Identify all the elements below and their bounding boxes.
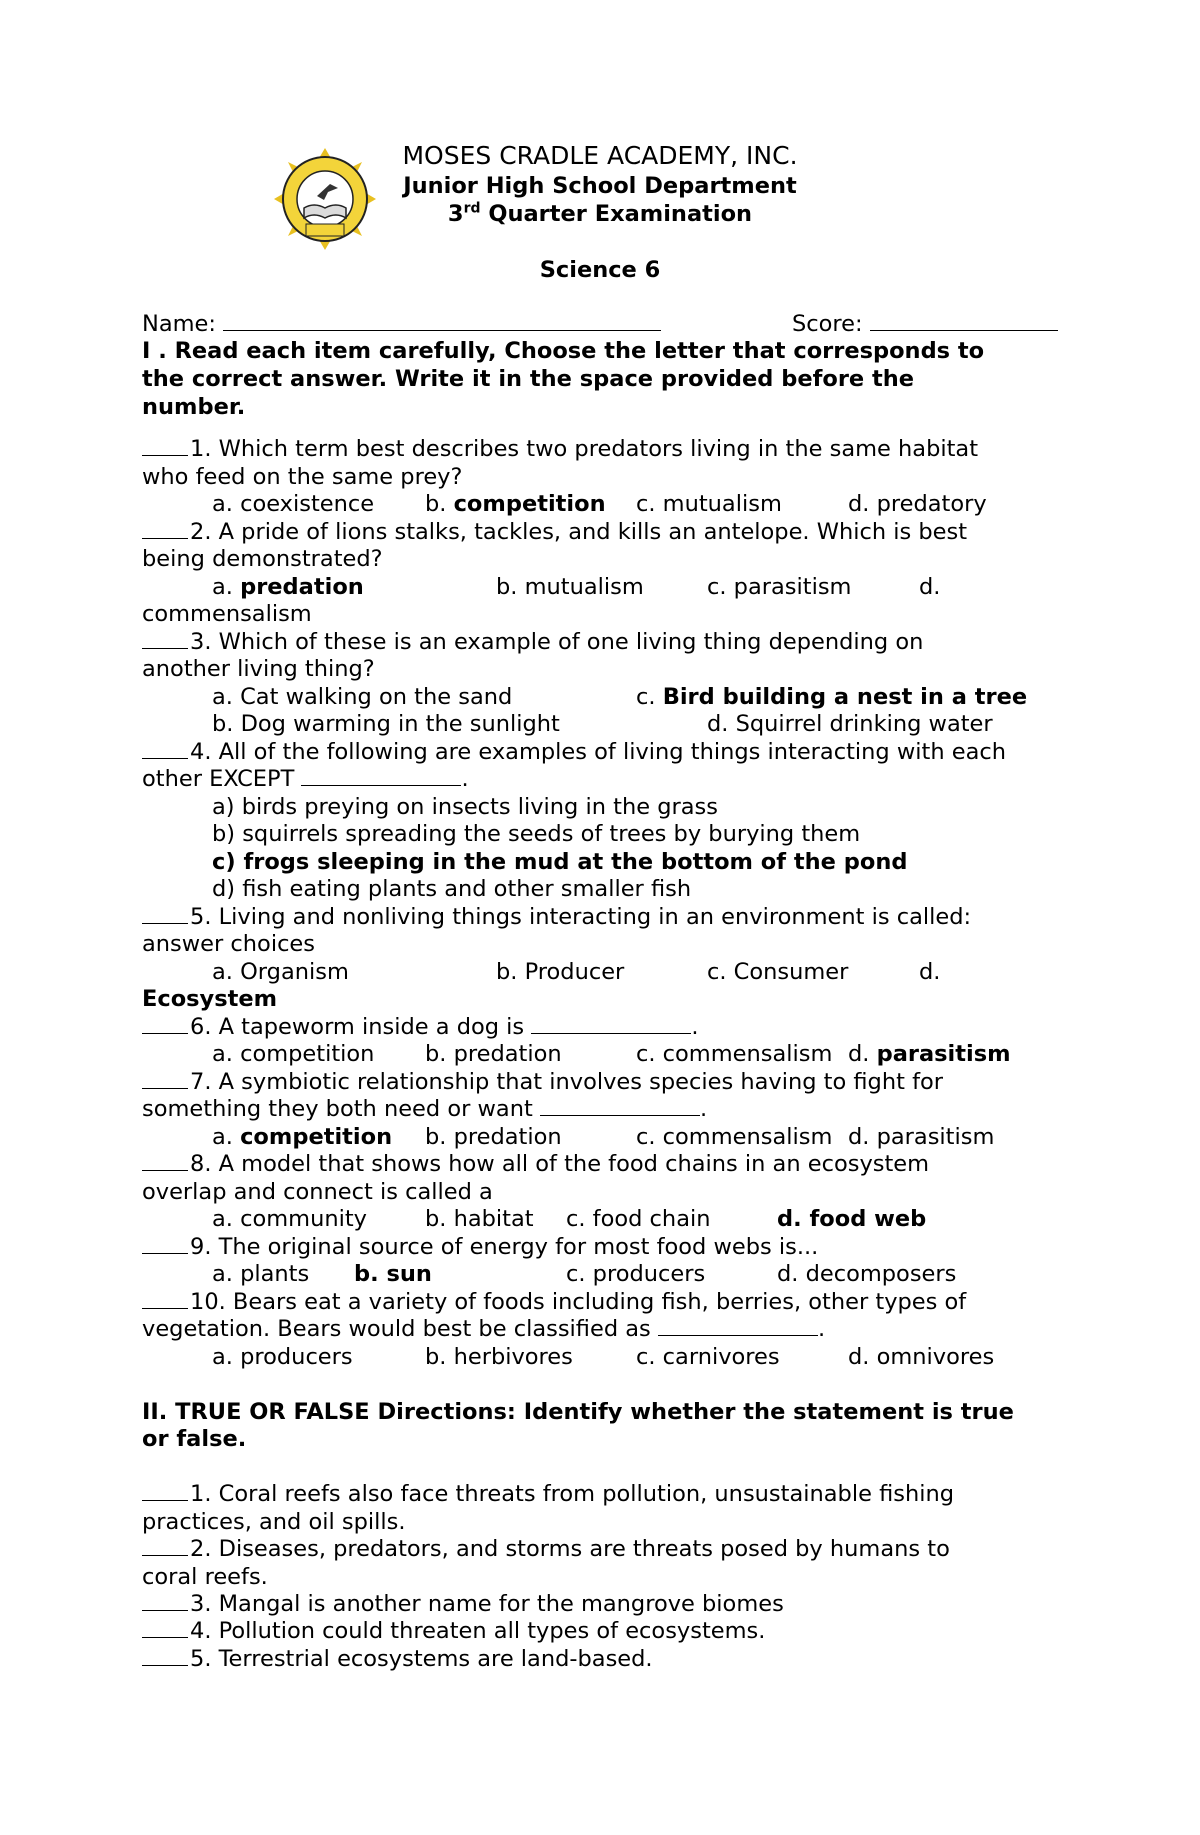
exam-title: 3rd Quarter Examination [447,200,753,227]
question-3: 3. Which of these is an example of one living thing depending on [142,628,923,656]
option: b. herbivores [425,1344,573,1370]
option: d. parasitism [848,1041,1011,1067]
statement-2: 2. Diseases, predators, and storms are threats posed by humans to [142,1535,950,1563]
score-field[interactable] [792,310,1058,338]
answer-blank[interactable] [142,628,188,649]
answer-blank[interactable] [142,1150,188,1171]
answer-blank[interactable] [142,903,188,924]
fill-blank[interactable] [540,1095,700,1116]
question-3: another living thing? [142,656,375,682]
answer-blank[interactable] [142,1068,188,1089]
option: b. predation [425,1041,562,1067]
question-1: who feed on the same prey? [142,464,463,490]
statement-2: coral reefs. [142,1564,268,1590]
option: c. carnivores [636,1344,780,1370]
name-label: Name: [142,311,216,337]
fill-blank[interactable] [658,1315,818,1336]
question-8: 8. A model that shows how all of the food chains in an ecosystem [142,1150,929,1178]
fill-blank[interactable] [531,1013,691,1034]
option: a. competition [212,1041,375,1067]
option: c) frogs sleeping in the mud at the bottom of the pond [212,849,908,875]
part2-instructions: II. TRUE OR FALSE Directions: Identify whether the statement is true [142,1399,1014,1425]
question-7: 7. A symbiotic relationship that involves species having to fight for [142,1068,943,1096]
answer-blank[interactable] [142,1617,188,1638]
option: b) squirrels spreading the seeds of trees by burying them [212,821,861,847]
option: a. Organism [212,959,349,985]
option: b. competition [425,491,606,517]
fill-blank[interactable] [301,765,461,786]
option: a) birds preying on insects living in the grass [212,794,718,820]
option: Ecosystem [142,986,278,1012]
option: c. mutualism [636,491,782,517]
statement-5: 5. Terrestrial ecosystems are land-based. [142,1645,653,1673]
answer-blank[interactable] [142,1288,188,1309]
option: a. plants [212,1261,310,1287]
option: a. predation [212,574,364,600]
option: a. competition [212,1124,393,1150]
option: c. Bird building a nest in a tree [636,684,1028,710]
option: d. Squirrel drinking water [707,711,993,737]
answer-blank[interactable] [142,1013,188,1034]
option: d. [919,959,941,985]
part1-instructions: number. [142,394,246,420]
option: b. sun [354,1261,432,1287]
question-5: answer choices [142,931,316,957]
score-label: Score: [792,311,863,337]
answer-blank[interactable] [142,1480,188,1501]
part1-instructions: I . Read each item carefully, Choose the letter that corresponds to [142,338,985,364]
option: c. food chain [566,1206,711,1232]
option: a. Cat walking on the sand [212,684,513,710]
question-8: overlap and connect is called a [142,1179,493,1205]
statement-1: practices, and oil spills. [142,1509,406,1535]
subject-title: Science 6 [539,257,661,283]
option: b. mutualism [496,574,644,600]
answer-blank[interactable] [142,1233,188,1254]
question-1: 1. Which term best describes two predators living in the same habitat [142,435,978,463]
answer-blank[interactable] [142,518,188,539]
question-7: something they both need or want . [142,1096,708,1122]
option: c. parasitism [707,574,852,600]
option: d. food web [777,1206,927,1232]
answer-blank[interactable] [142,1645,188,1666]
option: c. producers [566,1261,706,1287]
question-4: 4. All of the following are examples of living things interacting with each [142,738,1006,766]
answer-blank[interactable] [142,1590,188,1611]
option: a. community [212,1206,367,1232]
option: b. predation [425,1124,562,1150]
score-line[interactable] [870,310,1058,331]
statement-1: 1. Coral reefs also face threats from pollution, unsustainable fishing [142,1480,954,1508]
option: b. Producer [496,959,625,985]
school-name: MOSES CRADLE ACADEMY, INC. [402,141,798,170]
answer-blank[interactable] [142,738,188,759]
answer-blank[interactable] [142,435,188,456]
option: c. Consumer [707,959,849,985]
question-9: 9. The original source of energy for most food webs is... [142,1233,818,1261]
option: d. decomposers [777,1261,957,1287]
option: c. commensalism [636,1041,833,1067]
option: commensalism [142,601,312,627]
option: b. Dog warming in the sunlight [212,711,560,737]
option: d. omnivores [848,1344,995,1370]
option: d. parasitism [848,1124,995,1150]
statement-4: 4. Pollution could threaten all types of ecosystems. [142,1617,765,1645]
option: a. producers [212,1344,353,1370]
part1-instructions: the correct answer. Write it in the space provided before the [142,366,915,392]
question-5: 5. Living and nonliving things interacting in an environment is called: [142,903,971,931]
question-2: 2. A pride of lions stalks, tackles, and kills an antelope. Which is best [142,518,967,546]
option: a. coexistence [212,491,375,517]
answer-blank[interactable] [142,1535,188,1556]
name-line[interactable] [223,310,661,331]
question-10: vegetation. Bears would best be classified as . [142,1316,826,1342]
department: Junior High School Department [403,173,797,199]
statement-3: 3. Mangal is another name for the mangrove biomes [142,1590,784,1618]
question-10: 10. Bears eat a variety of foods including fish, berries, other types of [142,1288,966,1316]
question-4: other EXCEPT . [142,766,469,792]
option: d. [919,574,941,600]
name-field[interactable] [142,310,661,338]
option: d. predatory [848,491,987,517]
option: b. habitat [425,1206,534,1232]
question-2: being demonstrated? [142,546,383,572]
part2-instructions: or false. [142,1426,247,1452]
question-6: 6. A tapeworm inside a dog is . [142,1013,698,1041]
option: c. commensalism [636,1124,833,1150]
option: d) fish eating plants and other smaller fish [212,876,692,902]
